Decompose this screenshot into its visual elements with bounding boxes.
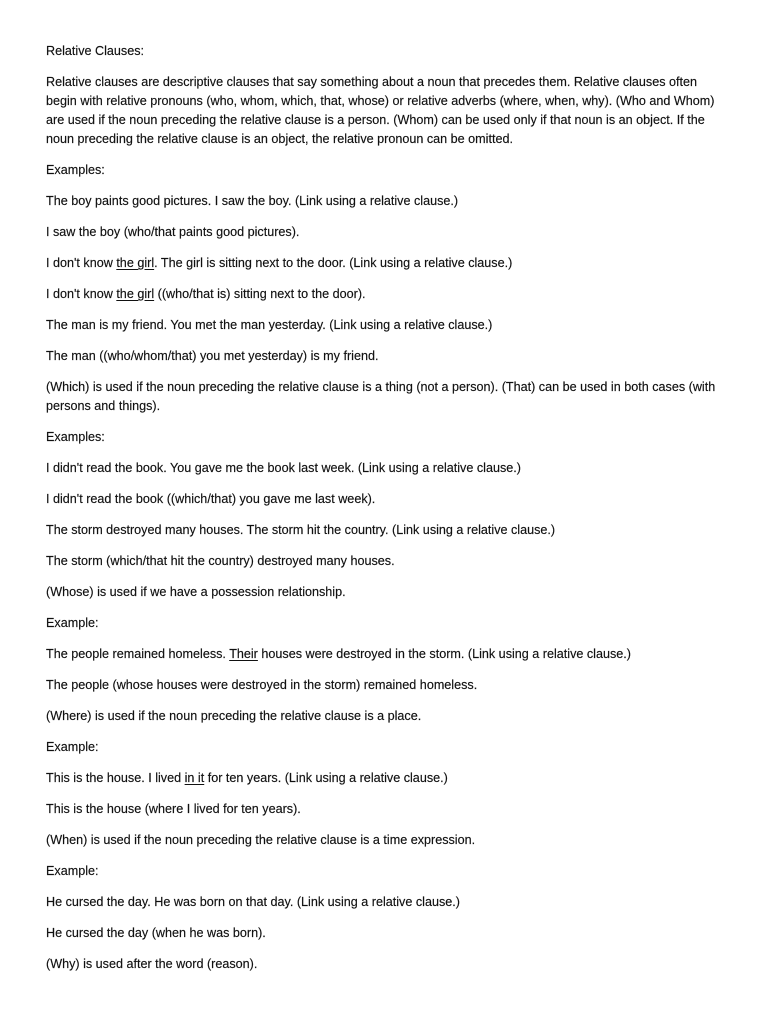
document-page (46, 42, 726, 986)
text-segment: The people remained homeless. (46, 647, 230, 661)
example-sentence (46, 645, 726, 664)
example-sentence (46, 316, 726, 335)
text-segment: This is the house. I lived (46, 771, 185, 785)
examples-heading-2 (46, 428, 726, 447)
text-segment: This is the house (where I lived for ten years). (46, 802, 301, 816)
text-segment: The man ((who/whom/that) you met yesterday) is my friend. (46, 349, 379, 363)
text-segment: The boy paints good pictures. I saw the boy. (Link using a relative clause.) (46, 194, 459, 208)
example-answer (46, 347, 726, 366)
text-segment: (When) is used if the noun preceding the relative clause is a time expression. (46, 833, 476, 847)
examples-heading-1 (46, 161, 726, 180)
text-segment: I don't know (46, 287, 117, 301)
example-sentence (46, 769, 726, 788)
text-segment: Examples: (46, 163, 105, 177)
text-segment: (Whose) is used if we have a possession relationship. (46, 585, 346, 599)
text-segment: He cursed the day (when he was born). (46, 926, 266, 940)
example-sentence (46, 192, 726, 211)
example-answer (46, 552, 726, 571)
text-segment: for ten years. (Link using a relative clause.) (204, 771, 448, 785)
text-segment: houses were destroyed in the storm. (Link using a relative clause.) (257, 647, 631, 661)
example-answer (46, 490, 726, 509)
document-body (46, 73, 726, 974)
document-title: Relative Clauses: (46, 44, 144, 58)
example-sentence (46, 459, 726, 478)
example-answer (46, 223, 726, 242)
text-segment: . The girl is sitting next to the door. (Link using a relative clause.) (154, 256, 513, 270)
underlined-phrase: the girl (116, 287, 155, 301)
text-segment: The storm (which/that hit the country) destroyed many houses. (46, 554, 395, 568)
underlined-phrase: in it (184, 771, 205, 785)
text-segment: (Which) is used if the noun preceding the relative clause is a thing (not a person). (That) can be used in both cases (with persons and things). (46, 380, 716, 413)
example-heading (46, 862, 726, 881)
intro-paragraph (46, 73, 726, 149)
text-segment: Example: (46, 740, 99, 754)
which-rule-paragraph (46, 378, 726, 416)
text-segment: (Why) is used after the word (reason). (46, 957, 258, 971)
example-answer (46, 676, 726, 695)
where-rule-paragraph (46, 707, 726, 726)
text-segment: I didn't read the book. You gave me the book last week. (Link using a relative clause.) (46, 461, 521, 475)
text-segment: (Where) is used if the noun preceding the relative clause is a place. (46, 709, 422, 723)
example-answer (46, 285, 726, 304)
whose-rule-paragraph (46, 583, 726, 602)
text-segment: Example: (46, 864, 99, 878)
text-segment: Examples: (46, 430, 105, 444)
example-heading (46, 738, 726, 757)
why-rule-paragraph (46, 955, 726, 974)
text-segment: The storm destroyed many houses. The storm hit the country. (Link using a relative clause.) (46, 523, 556, 537)
example-answer (46, 800, 726, 819)
example-sentence (46, 521, 726, 540)
example-sentence (46, 893, 726, 912)
text-segment: Relative clauses are descriptive clauses that say something about a noun that precedes them. Relative clauses often begin with relative pronouns (who, whom, which, that, whose) or relative adverbs (where, when, why). (Who and Whom) are used if the noun preceding the relative clause is a person. (Whom) can be used only if that noun is an object. If the noun preceding the relative clause is an object, the relative pronoun can be omitted. (46, 75, 715, 146)
example-sentence (46, 254, 726, 273)
text-segment: He cursed the day. He was born on that day. (Link using a relative clause.) (46, 895, 460, 909)
when-rule-paragraph (46, 831, 726, 850)
underlined-phrase: Their (229, 647, 258, 661)
text-segment: Example: (46, 616, 99, 630)
text-segment: ((who/that is) sitting next to the door). (154, 287, 366, 301)
example-answer (46, 924, 726, 943)
text-segment: I saw the boy (who/that paints good pictures). (46, 225, 300, 239)
underlined-phrase: the girl (116, 256, 155, 270)
text-segment: The people (whose houses were destroyed in the storm) remained homeless. (46, 678, 478, 692)
example-heading (46, 614, 726, 633)
text-segment: The man is my friend. You met the man yesterday. (Link using a relative clause.) (46, 318, 493, 332)
text-segment: I don't know (46, 256, 117, 270)
text-segment: I didn't read the book ((which/that) you gave me last week). (46, 492, 376, 506)
